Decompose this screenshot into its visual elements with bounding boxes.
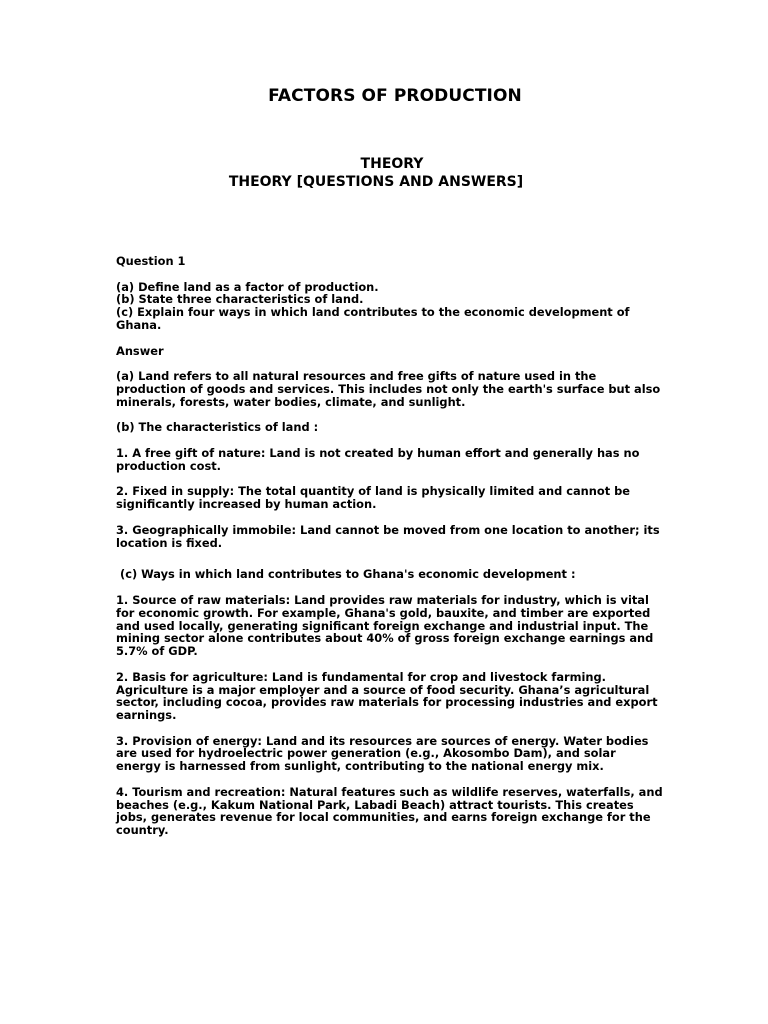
characteristic-item: 2. Fixed in supply: The total quantity of land is physically limited and cannot be significantly increased by human action. — [116, 484, 630, 512]
contribution-item: 1. Source of raw materials: Land provides raw materials for industry, which is vital for economic growth. For example, Ghana's gold, bauxite, and timber are exported and used locally, generating significant foreign exchange and industrial input. The mining sector alone contributes about 40% of gross foreign exchange earnings and 5.7% of GDP. — [116, 592, 654, 659]
document-body — [116, 255, 664, 850]
question-b: (b) State three characteristics of land. — [116, 292, 364, 307]
document-title: FACTORS OF PRODUCTION — [268, 86, 522, 106]
answer-label: Answer — [116, 343, 164, 358]
theory-heading: THEORY — [360, 156, 424, 172]
question-a: (a) Define land as a factor of production. — [116, 279, 379, 294]
contribution-item: 2. Basis for agriculture: Land is fundamental for crop and livestock farming. Agriculture is a major employer and a source of food security. Ghana’s agricultural sector, including cocoa, provides raw materials for processing industries and export earnings. — [116, 669, 658, 723]
question-label: Question 1 — [116, 254, 186, 268]
answer-a: (a) Land refers to all natural resources and free gifts of nature used in the production of goods and services. This includes not only the earth's surface but also minerals, forests, water bodies, climate, and sunlight. — [116, 369, 661, 409]
characteristic-item: 3. Geographically immobile: Land cannot be moved from one location to another; its location is fixed. — [116, 522, 660, 550]
contribution-item: 3. Provision of energy: Land and its resources are sources of energy. Water bodies are used for hydroelectric power generation (e.g., Akosombo Dam), and solar energy is harnessed from sunlight, contributing to the national energy mix. — [116, 733, 649, 774]
question-c: (c) Explain four ways in which land contributes to the economic development of Ghana. — [116, 305, 630, 332]
answer-c-heading: (c) Ways in which land contributes to Ghana's economic development : — [120, 567, 576, 582]
theory-subheading: THEORY [QUESTIONS AND ANSWERS] — [228, 174, 524, 190]
characteristic-item: 1. A free gift of nature: Land is not created by human effort and generally has no production cost. — [116, 445, 640, 473]
question-block — [116, 281, 664, 332]
answer-b-heading: (b) The characteristics of land : — [116, 420, 319, 435]
contribution-item: 4. Tourism and recreation: Natural features such as wildlife reserves, waterfalls, and beaches (e.g., Kakum National Park, Labadi Beach) attract tourists. This creates jobs, generates revenue for local communities, and earns foreign exchange for the country. — [116, 784, 663, 838]
